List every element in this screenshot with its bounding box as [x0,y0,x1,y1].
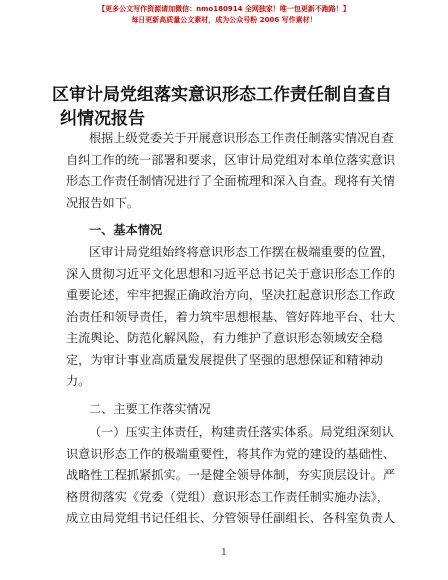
section2-heading: 二、主要工作落实情况 [89,402,211,416]
section1-heading: 一、基本情况 [89,223,163,237]
intro-paragraph [66,128,396,214]
page-number: 1 [221,548,227,558]
promo-banner-line2: 每日更新高质量公文素材，成为公众号粉 2006 写作素材！ [131,16,317,24]
promo-banner [0,4,448,26]
intro-paragraph-text: 根据上级党委关于开展意识形态工作责任制落实情况自查自纠工作的统一部署和要求，区审计局党组对本单位落实意识形态工作责任制情况进行了全面梳理和深入自查。现将有关情况报告如下。 [66,131,396,210]
section2-paragraph-text: （一）压实主体责任，构建责任落实体系。局党组深刻认识意识形态工作的极端重要性，将其作为党的建设的基础性、战略性工程抓紧抓实。一是健全领导体制，夯实顶层设计。严格贯彻落实《党委（党组）意识形态工作责任制实施办法》，成立由局党组书记任组长、分管领导任副组长、各科室负责人 [66,425,396,525]
section2-paragraph [66,422,396,530]
document-title-line2: 纠情况报告 [60,109,145,129]
section1-paragraph [66,242,396,393]
promo-banner-line1: 【更多公文写作资源请加微信：nmo180914 全网独家！唯一包更新不跑路！】 [98,5,350,13]
document-title [52,83,396,131]
document-title-line1: 区审计局党组落实意识形态工作责任制自查自 [52,85,392,105]
section1-paragraph-text: 区审计局党组始终将意识形态工作摆在极端重要的位置，深入贯彻习近平文化思想和习近平总书记关于意识形态工作的重要论述，牢牢把握正确政治方向，坚决扛起意识形态工作政治责任和领导责任，着力筑牢思想根基、管好阵地平台、壮大主流舆论、防范化解风险，有力维护了意识形态领域安全稳定，为审计事业高质量发展提供了坚强的思想保证和精神动力。 [66,245,396,388]
